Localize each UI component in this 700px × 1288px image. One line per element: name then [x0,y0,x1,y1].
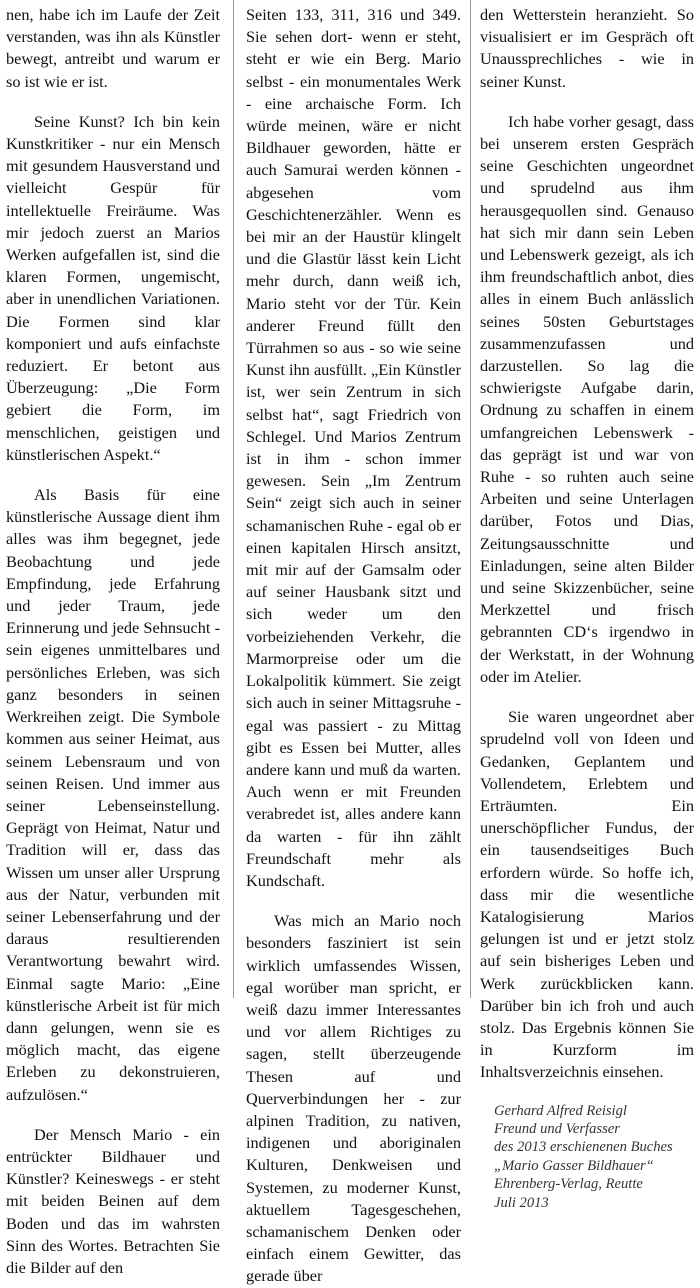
paragraph: Seine Kunst? Ich bin kein Kunstkritiker - nur ein Mensch mit gesundem Hausverstand und vielleicht Gespür für intellektuelle Freiräume. Was mir jedoch zuerst an Marios Werken aufgefallen ist, sind die klaren Formen, ungemischt, aber in unendlichen Variationen. Die Formen sind klar komponiert und aufs einfachste reduziert. Er betont aus Überzeugung: „Die Form gebiert die Form, im menschlichen, geistigen und künstlerischen Aspekt.“ [6,111,220,464]
paragraph: Als Basis für eine künstlerische Aussage dient ihm alles was ihm begegnet, jede Beobachtung und jede Empfindung, jede Erfahrung und jeder Traum, jede Erinnerung und jede Sehnsucht - sein eigenes unmittelbares und persönliches Erleben, was sich ganz besonders in seinen Werkreihen zeigt. Die Symbole kommen aus seiner Heimat, aus seinem Lebensraum und von seinen Reisen. Und immer aus seiner Lebenseinstellung. Geprägt von Heimat, Natur und Tradition will er, dass das Wissen um unser aller Ursprung aus der Natur, verbunden mit seiner Lebenserfahrung und der daraus resultierenden Verantwortung bewahrt wird. Einmal sagte Mario: „Eine künstlerische Arbeit ist für mich dann gelungen, wenn sie es möglich macht, das eigene Erleben zu dekonstruieren, aufzulösen.“ [6,485,220,1104]
column-divider [470,0,471,998]
text-column-3 [480,0,694,1211]
author-signature [480,1102,694,1212]
paragraph: Der Mensch Mario - ein entrückter Bildhauer und Künstler? Keineswegs - er steht mit beiden Beinen auf dem Boden und das im wahrsten Sinn des Wortes. Betrachten Sie die Bilder auf den [6,1124,220,1277]
text-column-1 [6,0,220,1277]
paragraph: Was mich an Mario noch besonders fasziniert ist sein wirklich umfassendes Wissen, egal worüber man spricht, er weiß dazu immer Interessantes und vor allem Richtiges zu sagen, stellt überzeugende Thesen auf und Querverbindungen her - zur alpinen Tradition, zu nativen, indigenen und aboriginalen Kulturen, Denkweisen und Systemen, zu moderner Kunst, aktuellem Tagesgeschehen, schamanischem Denken oder einfach einem Gewitter, das gerade über [246,911,461,1286]
author-role: Freund und Verfasser [494,1120,620,1137]
text-column-2 [246,0,461,1286]
publisher: Ehrenberg-Verlag, Reutte [494,1176,643,1193]
book-title: „Mario Gasser Bildhauer“ [494,1157,654,1174]
author-name: Gerhard Alfred Reisigl [494,1102,627,1119]
paragraph: Ich habe vorher gesagt, dass bei unserem ersten Gespräch seine Geschichten ungeordnet und sprudelnd aus ihm herausgequollen sind. Genauso hat sich mir dann sein Leben und Lebenswerk gezeigt, als ich ihm freundschaftlich anbot, dies alles in einem Buch anlässlich seines 50sten Geburtstages zusammenzufassen und darzustellen. So lag die schwierigste Aufgabe darin, Ordnung zu schaffen in einem umfangreichen Lebenswerk - das geprägt ist und war von Ruhe - so ruhten auch seine Arbeiten und seine Unterlagen darüber, Fotos und Dias, Zeitungsausschnitte und Einladungen, seine alten Bilder und seine Skizzenbücher, seine Merkzettel und frisch gebrannten CD‘s irgendwo in der Werkstatt, in der Wohnung oder im Atelier. [480,111,694,686]
paragraph: nen, habe ich im Laufe der Zeit verstanden, was ihn als Künstler bewegt, antreibt und warum er so ist wie er ist. [6,5,220,91]
signature-date: Juli 2013 [494,1194,549,1211]
book-note: des 2013 erschienenen Buches [494,1139,673,1156]
paragraph: Sie waren ungeordnet aber sprudelnd voll von Ideen und Gedanken, Geplantem und Vollendetem, Erlebtem und Erträumten. Ein unerschöpflicher Fundus, der ein tausendseitiges Buch erfordern würde. So hoffe ich, dass mir die wesentliche Katalogisierung Marios gelungen ist und er jetzt stolz auf sein bisheriges Leben und Werk zurückblicken kann. Darüber bin ich froh und auch stolz. Das Ergebnis können Sie in Kurzform im Inhaltsverzeichnis einsehen. [480,707,694,1082]
paragraph: den Wetterstein heranzieht. So visualisiert er im Gespräch oft Unaussprechliches - wie in seiner Kunst. [480,5,694,91]
paragraph: Seiten 133, 311, 316 und 349. Sie sehen dort- wenn er steht, steht er wie ein Berg. Mario selbst - ein monumentales Werk - eine archaische Form. Ich würde meinen, wäre er nicht Bildhauer geworden, hätte er auch Samurai werden können - abgesehen vom Geschichtenerzähler. Wenn es bei mir an der Haustür klingelt und die Glastür lässt kein Licht mehr durch, dann weiß ich, Mario steht vor der Tür. Kein anderer Freund füllt den Türrahmen so aus - so wie seine Kunst ihn ausfüllt. „Ein Künstler ist, wer sein Zentrum in sich selbst hat“, sagt Friedrich von Schlegel. Und Marios Zentrum ist in ihm - schon immer gewesen. Sein „Im Zentrum Sein“ zeigt sich auch in seiner schamanischen Ruhe - egal ob er einen kapitalen Hirsch ansitzt, mit mir auf der Gamsalm oder auf seiner Hausbank sitzt und sich weder um den vorbeiziehenden Verkehr, die Marmorpreise oder um die Lokalpolitik kümmert. Sie zeigt sich auch in seiner Mittagsruhe - egal was passiert - zu Mittag gibt es Essen bei Mutter, alles andere kann und muß da warten. Auch wenn er mit Freunden verabredet ist, alles andere kann da warten - für ihn zählt Freundschaft mehr als Kundschaft. [246,5,461,890]
column-divider [233,0,234,998]
